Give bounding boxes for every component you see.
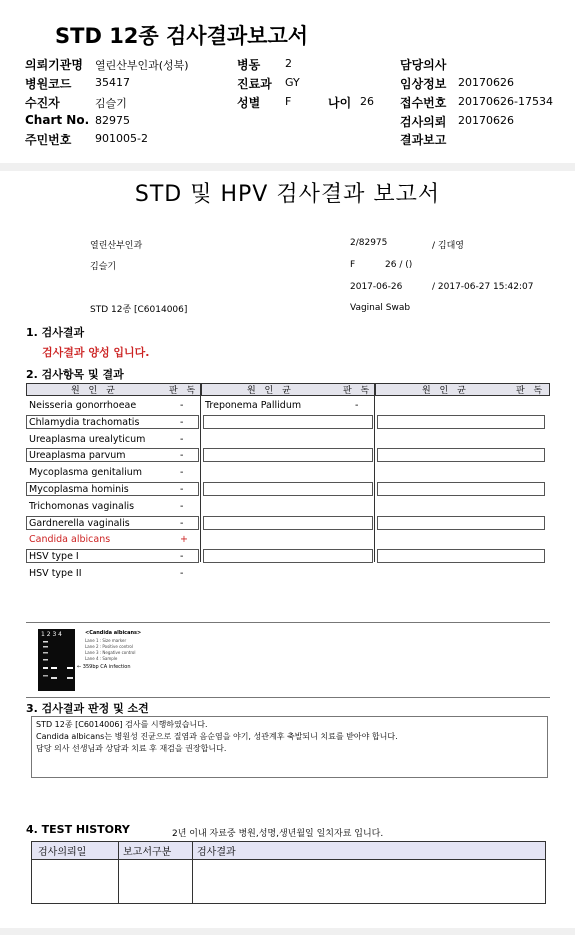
resident-value: 901005-2 xyxy=(95,132,148,145)
pathogen-result: - xyxy=(180,450,184,462)
pathogen-name: Chlamydia trachomatis xyxy=(29,416,140,428)
gel-lane-numbers: 1 2 3 4 xyxy=(41,631,62,638)
gel-legend-4: Lane 4 : Sample xyxy=(85,656,118,661)
pathogen-result: - xyxy=(180,484,184,495)
pathogen-result: - xyxy=(180,551,184,563)
gel-electrophoresis-image xyxy=(38,629,75,691)
dept-value: GY xyxy=(285,76,300,89)
age-value: 26 xyxy=(360,95,374,108)
grid-divider-1 xyxy=(200,396,201,562)
gel-legend-3: Lane 3 : Negative control xyxy=(85,650,136,655)
col1-pathogen-header: 원 인 균 xyxy=(71,386,118,396)
report-date-received: 2017-06-26 xyxy=(350,282,403,292)
pathogen-result: + xyxy=(180,534,188,546)
section-2-title: 2. 검사항목 및 결과 xyxy=(26,368,124,381)
request-value: 20170626 xyxy=(458,114,514,127)
col1-result-header: 판 독 xyxy=(169,386,199,396)
pathogen-result: - xyxy=(180,467,184,479)
request-label: 검사의뢰 xyxy=(400,115,447,129)
col2-pathogen-header: 원 인 균 xyxy=(247,386,294,396)
resident-label: 주민번호 xyxy=(25,133,72,147)
pathogen-name: Treponema Pallidum xyxy=(205,400,302,411)
patient-value: 김슬기 xyxy=(95,97,127,110)
pathogen-result: - xyxy=(180,500,184,512)
pathogen-name: Gardnerella vaginalis xyxy=(29,517,130,529)
report-title: STD 및 HPV 검사결과 보고서 xyxy=(134,182,441,207)
row-box xyxy=(377,448,545,462)
section-4-title: 4. TEST HISTORY xyxy=(26,823,130,836)
institution-value: 열린산부인과(성북) xyxy=(95,59,189,72)
report-age: 26 / () xyxy=(385,260,413,270)
history-table xyxy=(31,841,546,904)
history-cell xyxy=(193,860,546,904)
pathogen-name: HSV type I xyxy=(29,551,79,563)
divider-below-gel xyxy=(26,697,550,698)
section-1-title: 1. 검사결과 xyxy=(26,326,85,339)
report-date-reported: / 2017-06-27 15:42:07 xyxy=(432,282,534,292)
pathogen-result: - xyxy=(180,416,184,428)
receipt-label: 접수번호 xyxy=(400,96,447,110)
row-box xyxy=(377,482,545,496)
history-cell xyxy=(119,860,193,904)
col3-pathogen-header: 원 인 균 xyxy=(422,386,469,396)
opinion-line-2: Candida albicans는 병원성 진균으로 질염과 음순염을 야기, 성관계후 축발되니 치료를 받아야 합니다. xyxy=(36,732,398,741)
pathogen-name: Ureaplasma urealyticum xyxy=(29,433,146,445)
row-box xyxy=(377,415,545,429)
gel-legend-2: Lane 2 : Positive control xyxy=(85,644,133,649)
gel-legend-1: Lane 1 : Size marker xyxy=(85,638,127,643)
row-box xyxy=(203,415,373,429)
history-col-result: 검사결과 xyxy=(193,842,546,860)
report-id: 2/82975 xyxy=(350,238,388,248)
sex-value: F xyxy=(285,95,292,108)
pathogen-name: Mycoplasma hominis xyxy=(29,484,129,495)
result-summary: 검사결과 양성 입니다. xyxy=(42,346,150,359)
col2-result-header: 판 독 xyxy=(343,386,373,396)
row-box xyxy=(203,549,373,563)
pathogen-result: - xyxy=(180,400,184,411)
report-test-name: STD 12종 [C6014006] xyxy=(90,305,188,315)
divider-above-gel xyxy=(26,622,550,623)
pathogen-result: - xyxy=(355,400,359,411)
hospital-code-label: 병원코드 xyxy=(25,77,72,91)
row-box xyxy=(203,448,373,462)
ward-label: 병동 xyxy=(237,58,261,72)
history-col-request-date: 검사의뢰일 xyxy=(32,842,119,860)
report-header xyxy=(0,0,575,163)
col3-result-header: 판 독 xyxy=(516,386,546,396)
report-patient: 김슬기 xyxy=(90,262,117,272)
opinion-box xyxy=(31,716,548,778)
row-box xyxy=(377,549,545,563)
clinical-info-label: 임상정보 xyxy=(400,77,447,91)
ward-value: 2 xyxy=(285,57,292,70)
row-box xyxy=(377,516,545,530)
doctor-label: 담당의사 xyxy=(400,58,447,72)
pathogen-name: HSV type II xyxy=(29,568,82,579)
chart-label: Chart No. xyxy=(25,113,90,127)
clinical-info-value: 20170626 xyxy=(458,76,514,89)
receipt-value: 20170626-17534 xyxy=(458,95,553,108)
age-label: 나이 xyxy=(328,96,352,110)
report-label: 결과보고 xyxy=(400,133,447,147)
dept-label: 진료과 xyxy=(237,77,272,91)
pathogen-result: - xyxy=(180,433,184,445)
gel-bands-graphic xyxy=(38,629,75,691)
report-specimen: Vaginal Swab xyxy=(350,303,411,313)
gel-title: <Candida albicans> xyxy=(85,630,142,636)
pathogen-name: Mycoplasma genitalium xyxy=(29,467,143,479)
gel-band-label: ← 359bp CA infection xyxy=(77,664,131,670)
row-box xyxy=(203,516,373,530)
pathogen-name: Trichomonas vaginalis xyxy=(29,500,135,512)
history-cell xyxy=(32,860,119,904)
report-institution: 열린산부인과 xyxy=(90,241,143,251)
grid-divider-2 xyxy=(374,396,375,562)
patient-label: 수진자 xyxy=(25,96,60,110)
hospital-code-value: 35417 xyxy=(95,76,130,89)
pathogen-name: Ureaplasma parvum xyxy=(29,450,126,462)
report-doctor: / 김대영 xyxy=(432,241,464,251)
pathogen-result: - xyxy=(180,568,184,579)
sex-label: 성별 xyxy=(237,96,261,110)
report-sex: F xyxy=(350,260,356,270)
history-note: 2년 이내 자료중 병원,성명,생년월일 일치자료 입니다. xyxy=(172,829,384,839)
pathogen-name: Candida albicans xyxy=(29,534,111,546)
history-col-report-type: 보고서구분 xyxy=(119,842,193,860)
report-sheet xyxy=(0,171,575,928)
pathogen-result: - xyxy=(180,517,184,529)
pathogen-name: Neisseria gonorrhoeae xyxy=(29,400,137,411)
opinion-line-3: 담당 의사 선생님과 상담과 치료 후 재검을 권장합니다. xyxy=(36,744,227,753)
section-3-title: 3. 검사결과 판정 및 소견 xyxy=(26,702,149,715)
opinion-line-1: STD 12종 [C6014006] 검사를 시행하였습니다. xyxy=(36,720,208,729)
page-title: STD 12종 검사결과보고서 xyxy=(55,24,309,48)
institution-label: 의뢰기관명 xyxy=(25,58,83,72)
chart-value: 82975 xyxy=(95,114,130,127)
row-box xyxy=(203,482,373,496)
